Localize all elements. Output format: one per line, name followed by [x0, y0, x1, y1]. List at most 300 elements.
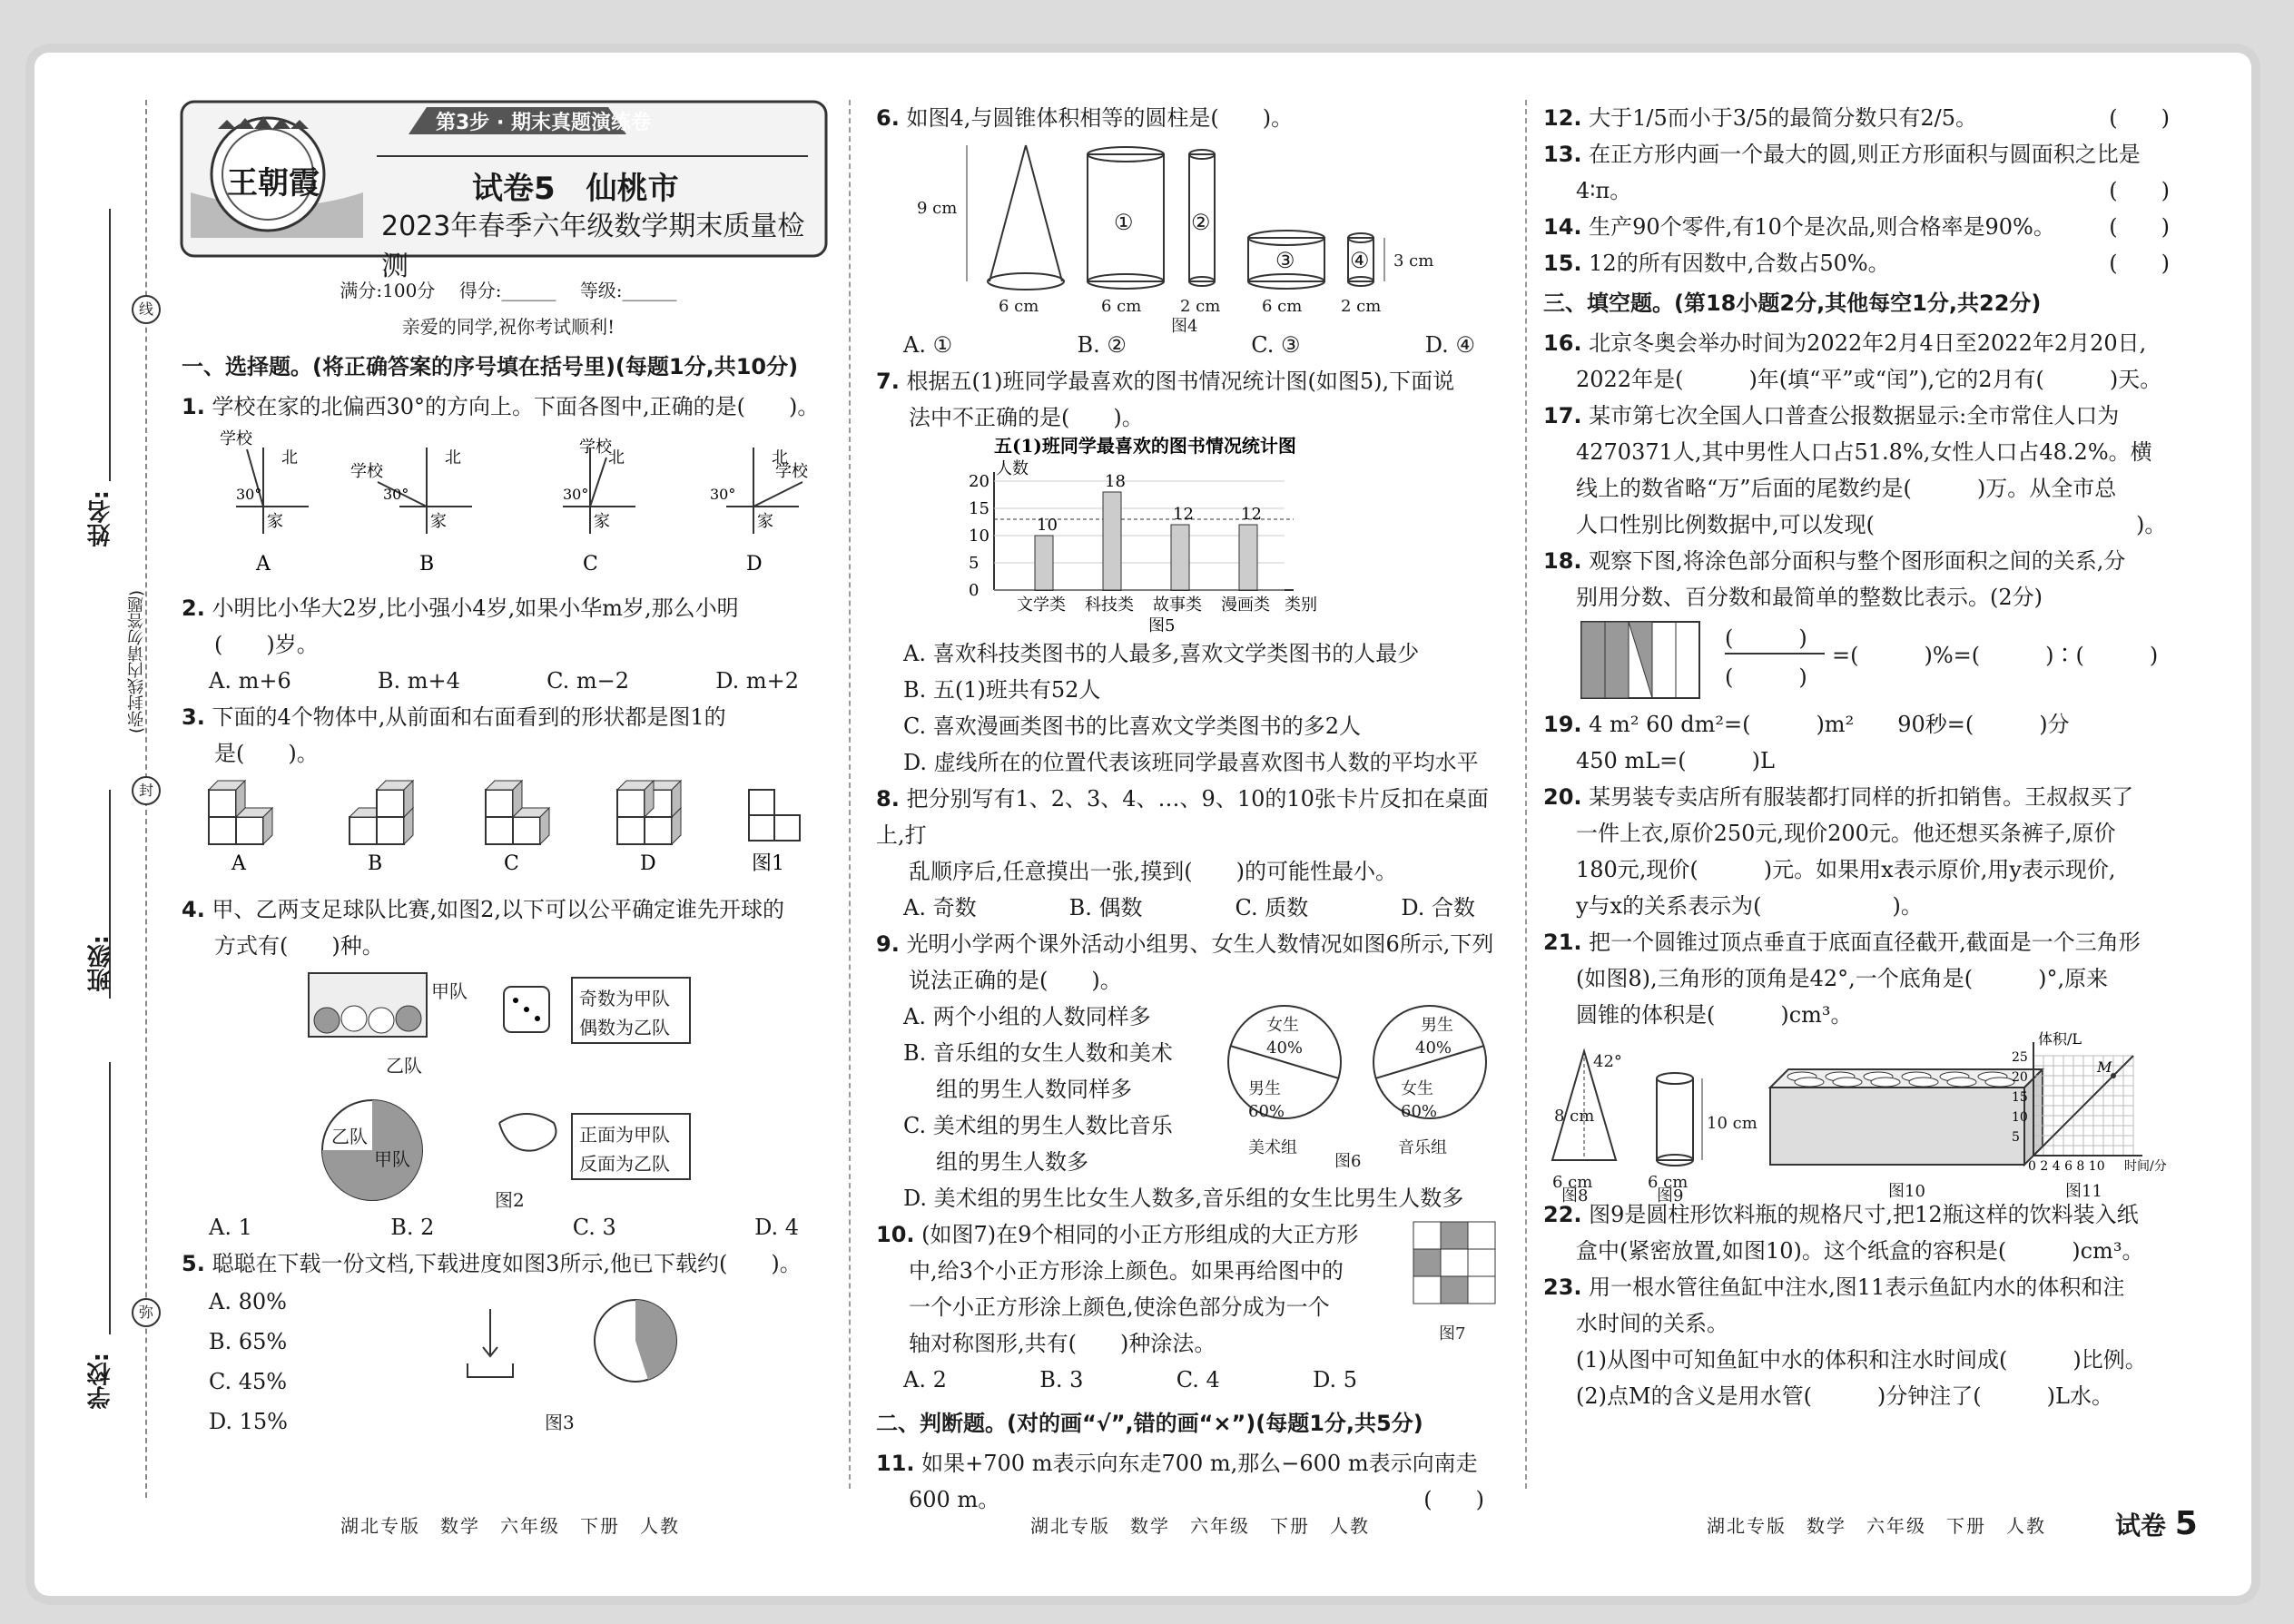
- fig9-height: 10 cm: [1707, 1114, 1757, 1133]
- jia-label-box: 甲队: [431, 980, 468, 1002]
- cyl-mark-1: ①: [1114, 210, 1134, 235]
- q14-text: 生产90个零件,有10个是次品,则合格率是90%。: [1589, 214, 2055, 240]
- q6: [876, 100, 1511, 136]
- q14: [1543, 209, 2197, 245]
- q8-option-b[interactable]: B. 偶数: [1068, 895, 1143, 920]
- chart-xtick-2: 故事类: [1153, 595, 1202, 615]
- chart-data-label-0: 10: [1037, 516, 1058, 535]
- q10-option-d[interactable]: D. 5: [1313, 1367, 1357, 1393]
- q6-option-c[interactable]: C. ③: [1251, 332, 1301, 358]
- q11-num: 11.: [876, 1451, 915, 1476]
- figure-2-graphic: [182, 964, 835, 1209]
- progress-figure: [454, 1291, 726, 1400]
- chart-ytick: 10: [969, 527, 989, 546]
- q2: [182, 590, 835, 626]
- q7-line1: 根据五(1)班同学最喜欢的图书情况统计图(如图5),下面说: [906, 369, 1455, 394]
- page-label: 试卷: [2115, 1511, 2167, 1540]
- cone-width: 6 cm: [999, 297, 1039, 316]
- q1-option-label-D: D: [746, 553, 763, 576]
- q3-line1: 下面的4个物体中,从前面和右面看到的形状都是图1的: [212, 704, 726, 730]
- q18-line1: 观察下图,将涂色部分面积与整个图形面积之间的关系,分: [1589, 548, 2126, 574]
- q17-line4[interactable]: 人口性别比例数据中,可以发现( )。: [1576, 512, 2167, 537]
- q1-angle-label: 30°: [236, 486, 262, 503]
- q3-label-A: A: [231, 852, 246, 875]
- q3-cube: [617, 790, 645, 817]
- q11: [876, 1445, 1511, 1481]
- mark-seal: 封: [132, 776, 161, 805]
- q12: [1543, 100, 2197, 136]
- q3-label-C: C: [504, 852, 519, 875]
- q6-option-a[interactable]: A. ①: [903, 332, 953, 358]
- q23-line1: 用一根水管往鱼缸中注水,图11表示鱼缸内水的体积和注: [1589, 1275, 2125, 1300]
- q3-cube: [350, 817, 377, 844]
- q10-line4: 轴对称图形,共有( )种涂法。: [909, 1331, 1216, 1356]
- q12-text: 大于1/5而小于3/5的最简分数只有2/5。: [1589, 105, 1978, 131]
- cyl-height-3: 3 cm: [1393, 251, 1434, 271]
- figure-2: [182, 964, 835, 1209]
- q17: [1543, 398, 2197, 434]
- q3-num: 3.: [182, 704, 205, 730]
- q15-answer[interactable]: ( ): [2109, 251, 2170, 276]
- art-girl-label: 女生: [1266, 1016, 1299, 1035]
- fig10-bottle-top: [1833, 1078, 1862, 1087]
- cyl2-width: 2 cm: [1180, 297, 1221, 316]
- jia-label-spinner: 甲队: [374, 1148, 410, 1170]
- q5-num: 5.: [182, 1251, 205, 1276]
- class-label: 班级:: [87, 935, 114, 992]
- q9-line2: 说法正确的是( )。: [909, 968, 1122, 993]
- q10-num: 10.: [876, 1222, 915, 1247]
- q19-part-c[interactable]: 450 mL=( )L: [1576, 748, 1775, 773]
- school-label: 学校:: [87, 1353, 114, 1410]
- fig9-width: 6 cm: [1648, 1173, 1689, 1192]
- q16-line2[interactable]: 2022年是( )年(填“平”或“闰”),它的2月有( )天。: [1576, 367, 2162, 392]
- q1-num: 1.: [182, 394, 205, 419]
- q4-option-a[interactable]: A. 1: [209, 1215, 252, 1240]
- score-field[interactable]: 得分:______: [458, 280, 556, 301]
- q19-part-b[interactable]: 90秒=( )分: [1897, 712, 2070, 737]
- music-girl-pct: 60%: [1401, 1102, 1438, 1121]
- chart-data-label-1: 18: [1105, 472, 1126, 491]
- q3-fig1-square: [774, 815, 800, 841]
- q15-text: 12的所有因数中,合数占50%。: [1589, 251, 1890, 276]
- music-boy-pct: 40%: [1415, 1038, 1452, 1058]
- q5-body: [182, 1282, 835, 1445]
- q11-answer[interactable]: ( ): [1423, 1487, 1484, 1512]
- figure-2-caption: 图2: [495, 1189, 525, 1211]
- figure-4: [876, 136, 1511, 336]
- q2-line2: ( )岁。: [214, 632, 319, 657]
- q4-option-d[interactable]: D. 4: [754, 1215, 799, 1240]
- section-2-title: 二、判断题。(对的画“√”,错的画“×”)(每题1分,共5分): [876, 1411, 1423, 1436]
- q3-cube: [486, 817, 513, 844]
- q19-num: 19.: [1543, 712, 1582, 737]
- column-divider-1: [849, 100, 851, 1489]
- q5-option-a[interactable]: A. 80%: [209, 1289, 287, 1314]
- q4-option-b[interactable]: B. 2: [390, 1215, 435, 1240]
- q5-option-b[interactable]: B. 65%: [209, 1329, 288, 1354]
- yi-label-spinner: 乙队: [331, 1126, 368, 1147]
- q9-option-b[interactable]: B. 音乐组的女生人数和美术: [903, 1040, 1173, 1066]
- q8-option-c[interactable]: C. 质数: [1235, 895, 1309, 920]
- q1-home-label: 家: [757, 512, 773, 531]
- chart-bar-3: [1239, 525, 1257, 590]
- q16-line1: 北京冬奥会举办时间为2022年2月4日至2022年2月20日,: [1589, 330, 2147, 356]
- q1-angle-label: 30°: [563, 486, 589, 503]
- q15: [1543, 245, 2197, 281]
- cyl4-width: 2 cm: [1341, 297, 1382, 316]
- q18-body: [1543, 615, 2197, 706]
- q1-north-label: 北: [608, 448, 625, 468]
- chart-bar-2: [1171, 525, 1189, 590]
- q18-shaded-figure: [1580, 620, 1725, 702]
- figure-6-caption: 图6: [1334, 1152, 1362, 1171]
- q1-direction-ray: [753, 482, 802, 507]
- q2-option-a[interactable]: A. m+6: [209, 668, 291, 694]
- q8-option-a[interactable]: A. 奇数: [903, 895, 977, 920]
- q17-num: 17.: [1543, 403, 1582, 428]
- q17-line2: 4270371人,其中男性人口占51.8%,女性人口占48.2%。横: [1576, 439, 2152, 465]
- section-3-title: 三、填空题。(第18小题2分,其他每空1分,共22分): [1543, 290, 2042, 316]
- q19-part-a[interactable]: 4 m² 60 dm²=( )m²: [1589, 712, 1855, 737]
- footer-left: 湖北专版 数学 六年级 下册 人教: [340, 1515, 680, 1537]
- figure-11-caption: 图11: [2065, 1182, 2102, 1201]
- bar-chart: [876, 436, 1511, 635]
- coin-rule-2: 反面为乙队: [579, 1153, 670, 1175]
- q3-line2: 是( )。: [214, 741, 319, 766]
- fig11-ytick: 10: [2012, 1110, 2028, 1125]
- mark-line: 线: [132, 295, 161, 324]
- q10-line2: 中,给3个小正方形涂上颜色。如果再给图中的: [909, 1258, 1344, 1284]
- chart-ylabel: 人数: [996, 459, 1029, 478]
- q17-line3[interactable]: 线上的数省略“万”后面的尾数约是( )万。从全市总: [1576, 476, 2117, 501]
- name-label: 姓名:: [87, 490, 114, 547]
- q21: [1543, 924, 2197, 960]
- school-blank: [109, 1062, 111, 1334]
- q1-north-label: 北: [281, 448, 298, 468]
- paper-title: 试卷5 仙桃市: [472, 171, 679, 207]
- q18-num: 18.: [1543, 548, 1582, 574]
- q3-figures: [182, 772, 835, 881]
- q19: [1543, 706, 2197, 743]
- q20-line3[interactable]: 180元,现价( )元。如果用x表示原价,用y表示现价,: [1576, 857, 2116, 882]
- q9-body: [876, 999, 1511, 1180]
- q6-option-d[interactable]: D. ④: [1424, 332, 1475, 358]
- q20-line1: 某男装专卖店所有服装都打同样的折扣销售。王叔叔买了: [1589, 784, 2134, 810]
- q3-fig1-square: [749, 815, 774, 841]
- chart-title: 五(1)班同学最喜欢的图书情况统计图: [994, 435, 1296, 457]
- q4: [182, 891, 835, 928]
- q23-line2: 水时间的关系。: [1576, 1311, 1728, 1336]
- q4-line2: 方式有( )种。: [214, 933, 384, 959]
- name-blank: [109, 209, 111, 481]
- q22-num: 22.: [1543, 1202, 1582, 1227]
- q3-fig1-label: 图1: [752, 852, 784, 875]
- fig8-angle: 42°: [1593, 1052, 1622, 1071]
- q3-cube: [209, 817, 236, 844]
- fig8-width: 6 cm: [1552, 1173, 1593, 1192]
- q7-option-c[interactable]: C. 喜欢漫画类图书的比喜欢文学类图书的多2人: [903, 714, 1362, 739]
- download-tray: [468, 1363, 513, 1377]
- q3: [182, 699, 835, 735]
- chart-xtick-1: 科技类: [1085, 595, 1134, 615]
- q18-fraction[interactable]: ( ): [1725, 620, 1825, 655]
- footer-right: 湖北专版 数学 六年级 下册 人教: [1707, 1515, 2046, 1537]
- q1-angle-label: 30°: [710, 486, 736, 503]
- q5: [182, 1245, 835, 1282]
- q1-option-label-A: A: [256, 553, 271, 576]
- fig10-bottle-top: [1871, 1078, 1900, 1087]
- q21-line1: 把一个圆锥过顶点垂直于底面直径截开,截面是一个三角形: [1589, 930, 2141, 955]
- q1: [182, 389, 835, 425]
- fig11-m-label: M: [2097, 1058, 2112, 1076]
- q8-line2: 乱顺序后,任意摸出一张,摸到( )的可能性最小。: [909, 859, 1397, 884]
- q1-option-label-C: C: [583, 553, 598, 576]
- q11-line2: 600 m。: [909, 1487, 1000, 1512]
- q2-option-b[interactable]: B. m+4: [377, 668, 460, 694]
- q9-num: 9.: [876, 931, 900, 957]
- figure-3-caption: 图3: [545, 1412, 575, 1433]
- footer-middle: 湖北专版 数学 六年级 下册 人教: [1030, 1515, 1370, 1537]
- q22-line1: 图9是圆柱形饮料瓶的规格尺寸,把12瓶这样的饮料装入纸: [1589, 1202, 2139, 1227]
- figure-11-graph: [1997, 1030, 2167, 1178]
- q16-num: 16.: [1543, 330, 1582, 356]
- q5-option-c[interactable]: C. 45%: [209, 1369, 288, 1394]
- q2-line1: 小明比小华大2岁,比小强小4岁,如果小华m岁,那么小明: [212, 595, 739, 621]
- cyl-mark-4: ④: [1350, 248, 1370, 273]
- q13: [1543, 136, 2197, 172]
- column-divider-2: [1525, 100, 1527, 1489]
- fig11-ytick: 25: [2012, 1050, 2028, 1065]
- q3-cube: [377, 817, 404, 844]
- q3-cube: [236, 817, 263, 844]
- q3-cube: [377, 790, 404, 817]
- chart-ytick: 0: [969, 581, 980, 600]
- q10-option-c[interactable]: C. 4: [1176, 1367, 1220, 1393]
- q1-direction-ray: [590, 458, 606, 507]
- q10-line1: (如图7)在9个相同的小正方形组成的大正方形: [921, 1222, 1359, 1247]
- dice-rule-2: 偶数为乙队: [579, 1017, 670, 1038]
- q6-option-b[interactable]: B. ②: [1077, 332, 1127, 358]
- logo-text: 王朝霞: [227, 165, 320, 202]
- q1-school-label: 学校: [579, 438, 612, 457]
- q8-num: 8.: [876, 786, 900, 812]
- q10-option-b[interactable]: B. 3: [1039, 1367, 1084, 1393]
- q5-text: 聪聪在下载一份文档,下载进度如图3所示,他已下载约( )。: [212, 1251, 802, 1276]
- greeting: 亲爱的同学,祝你考试顺利!: [401, 316, 615, 338]
- q18-equation[interactable]: =( )%=( )∶( ): [1832, 643, 2159, 668]
- fig11-ylabel: 体积/L: [2038, 1030, 2082, 1048]
- section-1-title: 一、选择题。(将正确答案的序号填在括号里)(每题1分,共10分): [182, 354, 799, 379]
- figure-8-caption: 图8: [1561, 1186, 1589, 1206]
- q20: [1543, 779, 2197, 815]
- q3-cube: [209, 790, 236, 817]
- q9-line1: 光明小学两个课外活动小组男、女生人数情况如图6所示,下列: [906, 931, 1494, 957]
- art-boy-pct: 60%: [1248, 1102, 1285, 1121]
- q21-line2[interactable]: (如图8),三角形的顶角是42°,一个底角是( )°,原来: [1576, 966, 2109, 991]
- q7-options: [876, 635, 1511, 781]
- music-boy-label: 男生: [1421, 1016, 1453, 1035]
- q4-option-c[interactable]: C. 3: [572, 1215, 616, 1240]
- q1-school-label: 学校: [220, 429, 252, 448]
- q23-sub1[interactable]: (1)从图中可知鱼缸中水的体积和注水时间成( )比例。: [1576, 1347, 2147, 1373]
- figure-4-caption: 图4: [1171, 317, 1198, 336]
- q9-option-d[interactable]: D. 美术组的男生比女生人数多,音乐组的女生比男生人数多: [903, 1186, 1464, 1211]
- q10: [876, 1216, 1511, 1362]
- cyl3-width: 6 cm: [1262, 297, 1303, 316]
- q13-line1: 在正方形内画一个最大的圆,则正方形面积与圆面积之比是: [1589, 142, 2141, 167]
- yi-label-box: 乙队: [386, 1055, 422, 1077]
- cone-height: 9 cm: [917, 199, 958, 218]
- chart-data-label-2: 12: [1173, 505, 1194, 524]
- q13-line2-row: [1543, 172, 2197, 209]
- q18-line2: 别用分数、百分数和最简单的整数比表示。(2分): [1576, 585, 2043, 610]
- fig8-height: 8 cm: [1554, 1107, 1595, 1126]
- coin-rule-1: 正面为甲队: [579, 1124, 670, 1146]
- q2-option-d[interactable]: D. m+2: [715, 668, 799, 694]
- q2-options: [182, 663, 835, 699]
- q9-option-a[interactable]: A. 两个小组的人数同样多: [903, 1004, 1151, 1029]
- q3-cube: [513, 817, 540, 844]
- chart-ytick: 5: [969, 554, 980, 573]
- q8-option-d[interactable]: D. 合数: [1401, 895, 1475, 920]
- fig10-bottle-top: [1909, 1078, 1938, 1087]
- q9-option-b-cont: 组的男生人数同样多: [936, 1077, 1132, 1102]
- q7-option-d[interactable]: D. 虚线所在的位置代表该班同学最喜欢图书人数的平均水平: [903, 750, 1479, 775]
- figure-9-caption: 图9: [1657, 1186, 1684, 1206]
- q4-num: 4.: [182, 897, 205, 922]
- chart-caption: 图5: [1148, 616, 1176, 635]
- q8: [876, 781, 1511, 853]
- q13-line2: 4∶π。: [1576, 178, 1632, 203]
- full-score: 满分:100分: [340, 280, 436, 301]
- cyl1-width: 6 cm: [1101, 297, 1142, 316]
- column-2: [876, 100, 1511, 1518]
- q8-options: [876, 890, 1511, 926]
- chart-bar-0: [1035, 536, 1053, 590]
- fig11-xlabel: 时间/分: [2124, 1159, 2167, 1174]
- score-line: [182, 272, 835, 309]
- q16: [1543, 325, 2197, 361]
- fig10-bottle-top: [1795, 1078, 1824, 1087]
- chart-xtick-3: 漫画类: [1221, 595, 1270, 615]
- q1-school-label: 学校: [775, 462, 808, 481]
- step-banner: 第3步 · 期末真题演练卷: [436, 112, 651, 134]
- q14-answer[interactable]: ( ): [2109, 214, 2170, 240]
- figures-8-11: [1543, 1030, 2197, 1206]
- q20-line2: 一件上衣,原价250元,现价200元。他还想买条裤子,原价: [1576, 821, 2116, 846]
- chart-ytick: 15: [969, 499, 989, 518]
- fig11-ytick: 5: [2012, 1130, 2020, 1145]
- q23-num: 23.: [1543, 1275, 1582, 1300]
- q1-angle-label: 30°: [383, 486, 409, 503]
- q6-num: 6.: [876, 105, 900, 131]
- q11-line1: 如果+700 m表示向东走700 m,那么−600 m表示向南走: [921, 1451, 1478, 1476]
- q23: [1543, 1269, 2197, 1305]
- q6-text: 如图4,与圆锥体积相等的圆柱是( )。: [906, 105, 1294, 131]
- q14-num: 14.: [1543, 214, 1582, 240]
- q7-option-b[interactable]: B. 五(1)班共有52人: [903, 677, 1101, 703]
- chart-bar-1: [1103, 492, 1121, 590]
- fig11-ytick: 20: [2012, 1070, 2028, 1085]
- seal-note: (弥封线内请勿答题): [127, 590, 146, 734]
- cyl-mark-2: ②: [1191, 210, 1211, 235]
- music-group-label: 音乐组: [1398, 1138, 1447, 1157]
- q7-line2: 法中不正确的是( )。: [909, 405, 1144, 430]
- music-girl-label: 女生: [1401, 1079, 1433, 1098]
- q10-option-a[interactable]: A. 2: [903, 1367, 947, 1393]
- art-girl-pct: 40%: [1266, 1038, 1304, 1058]
- chart-xlabel: 类别: [1285, 595, 1317, 615]
- q20-num: 20.: [1543, 784, 1582, 810]
- q18-fraction-den[interactable]: ( ): [1725, 664, 1807, 690]
- q2-option-c[interactable]: C. m−2: [546, 668, 630, 694]
- q9: [876, 926, 1511, 962]
- q13-answer[interactable]: ( ): [2109, 178, 2170, 203]
- figure-10-caption: 图10: [1888, 1182, 1925, 1201]
- cyl-mark-3: ③: [1275, 248, 1295, 273]
- q12-num: 12.: [1543, 105, 1582, 131]
- q3-label-D: D: [640, 852, 656, 875]
- figure-7-caption: 图7: [1439, 1324, 1466, 1343]
- q9-option-c-cont: 组的男生人数多: [936, 1149, 1088, 1175]
- q21-line3[interactable]: 圆锥的体积是( )cm³。: [1576, 1002, 1853, 1028]
- q7: [876, 363, 1511, 399]
- q3-cube: [645, 817, 672, 844]
- q15-num: 15.: [1543, 251, 1582, 276]
- q20-line4[interactable]: y与x的关系表示为( )。: [1576, 893, 1923, 919]
- figure-5: [876, 436, 1511, 635]
- page-num: 5: [2174, 1505, 2198, 1542]
- q22-line2[interactable]: 盒中(紧密放置,如图10)。这个纸盒的容积是( )cm³。: [1576, 1238, 2144, 1264]
- paper-subtitle: 2023年春季六年级数学期末质量检测: [381, 211, 805, 282]
- column-1: [182, 272, 835, 1445]
- fig10-bottle-top: [1947, 1078, 1976, 1087]
- q5-option-d[interactable]: D. 15%: [209, 1409, 288, 1434]
- art-boy-label: 男生: [1248, 1079, 1281, 1098]
- q1-text: 学校在家的北偏西30°的方向上。下面各图中,正确的是( )。: [212, 394, 820, 419]
- q9-option-c[interactable]: C. 美术组的男生人数比音乐: [903, 1113, 1173, 1138]
- q1-figures: [182, 425, 835, 579]
- q8-line1: 把分别写有1、2、3、4、…、9、10的10张卡片反扣在桌面上,打: [876, 786, 1489, 848]
- fig11-xticks: 0 2 4 6 8 10: [2028, 1159, 2105, 1174]
- q17-line1: 某市第七次全国人口普查公报数据显示:全市常住人口为: [1589, 403, 2120, 428]
- grade-field[interactable]: 等级:______: [579, 280, 677, 301]
- q2-num: 2.: [182, 595, 205, 621]
- mark-mi: 弥: [132, 1298, 161, 1327]
- q7-option-a[interactable]: A. 喜欢科技类图书的人最多,喜欢文学类图书的人最少: [903, 641, 1420, 666]
- q23-sub2[interactable]: (2)点M的含义是用水管( )分钟注了( )L水。: [1576, 1383, 2113, 1409]
- q12-answer[interactable]: ( ): [2109, 105, 2170, 131]
- dice-rule-1: 奇数为甲队: [579, 988, 670, 1009]
- q1-home-label: 家: [430, 512, 447, 531]
- q3-fig1-square: [749, 790, 774, 815]
- q1-north-label: 北: [772, 448, 788, 468]
- q13-num: 13.: [1543, 142, 1582, 167]
- column-3: [1543, 100, 2197, 1414]
- q1-north-label: 北: [445, 448, 461, 468]
- q3-cube: [486, 790, 513, 817]
- q1-school-label: 学校: [350, 462, 383, 481]
- q1-option-label-B: B: [419, 553, 435, 576]
- figure-7-grid: [1412, 1220, 1502, 1311]
- q7-num: 7.: [876, 369, 900, 394]
- chart-data-label-3: 12: [1241, 505, 1262, 524]
- page-number: [2115, 1505, 2198, 1542]
- fig11-ytick: 15: [2012, 1090, 2028, 1105]
- q1-home-label: 家: [594, 512, 610, 531]
- header: [182, 102, 826, 282]
